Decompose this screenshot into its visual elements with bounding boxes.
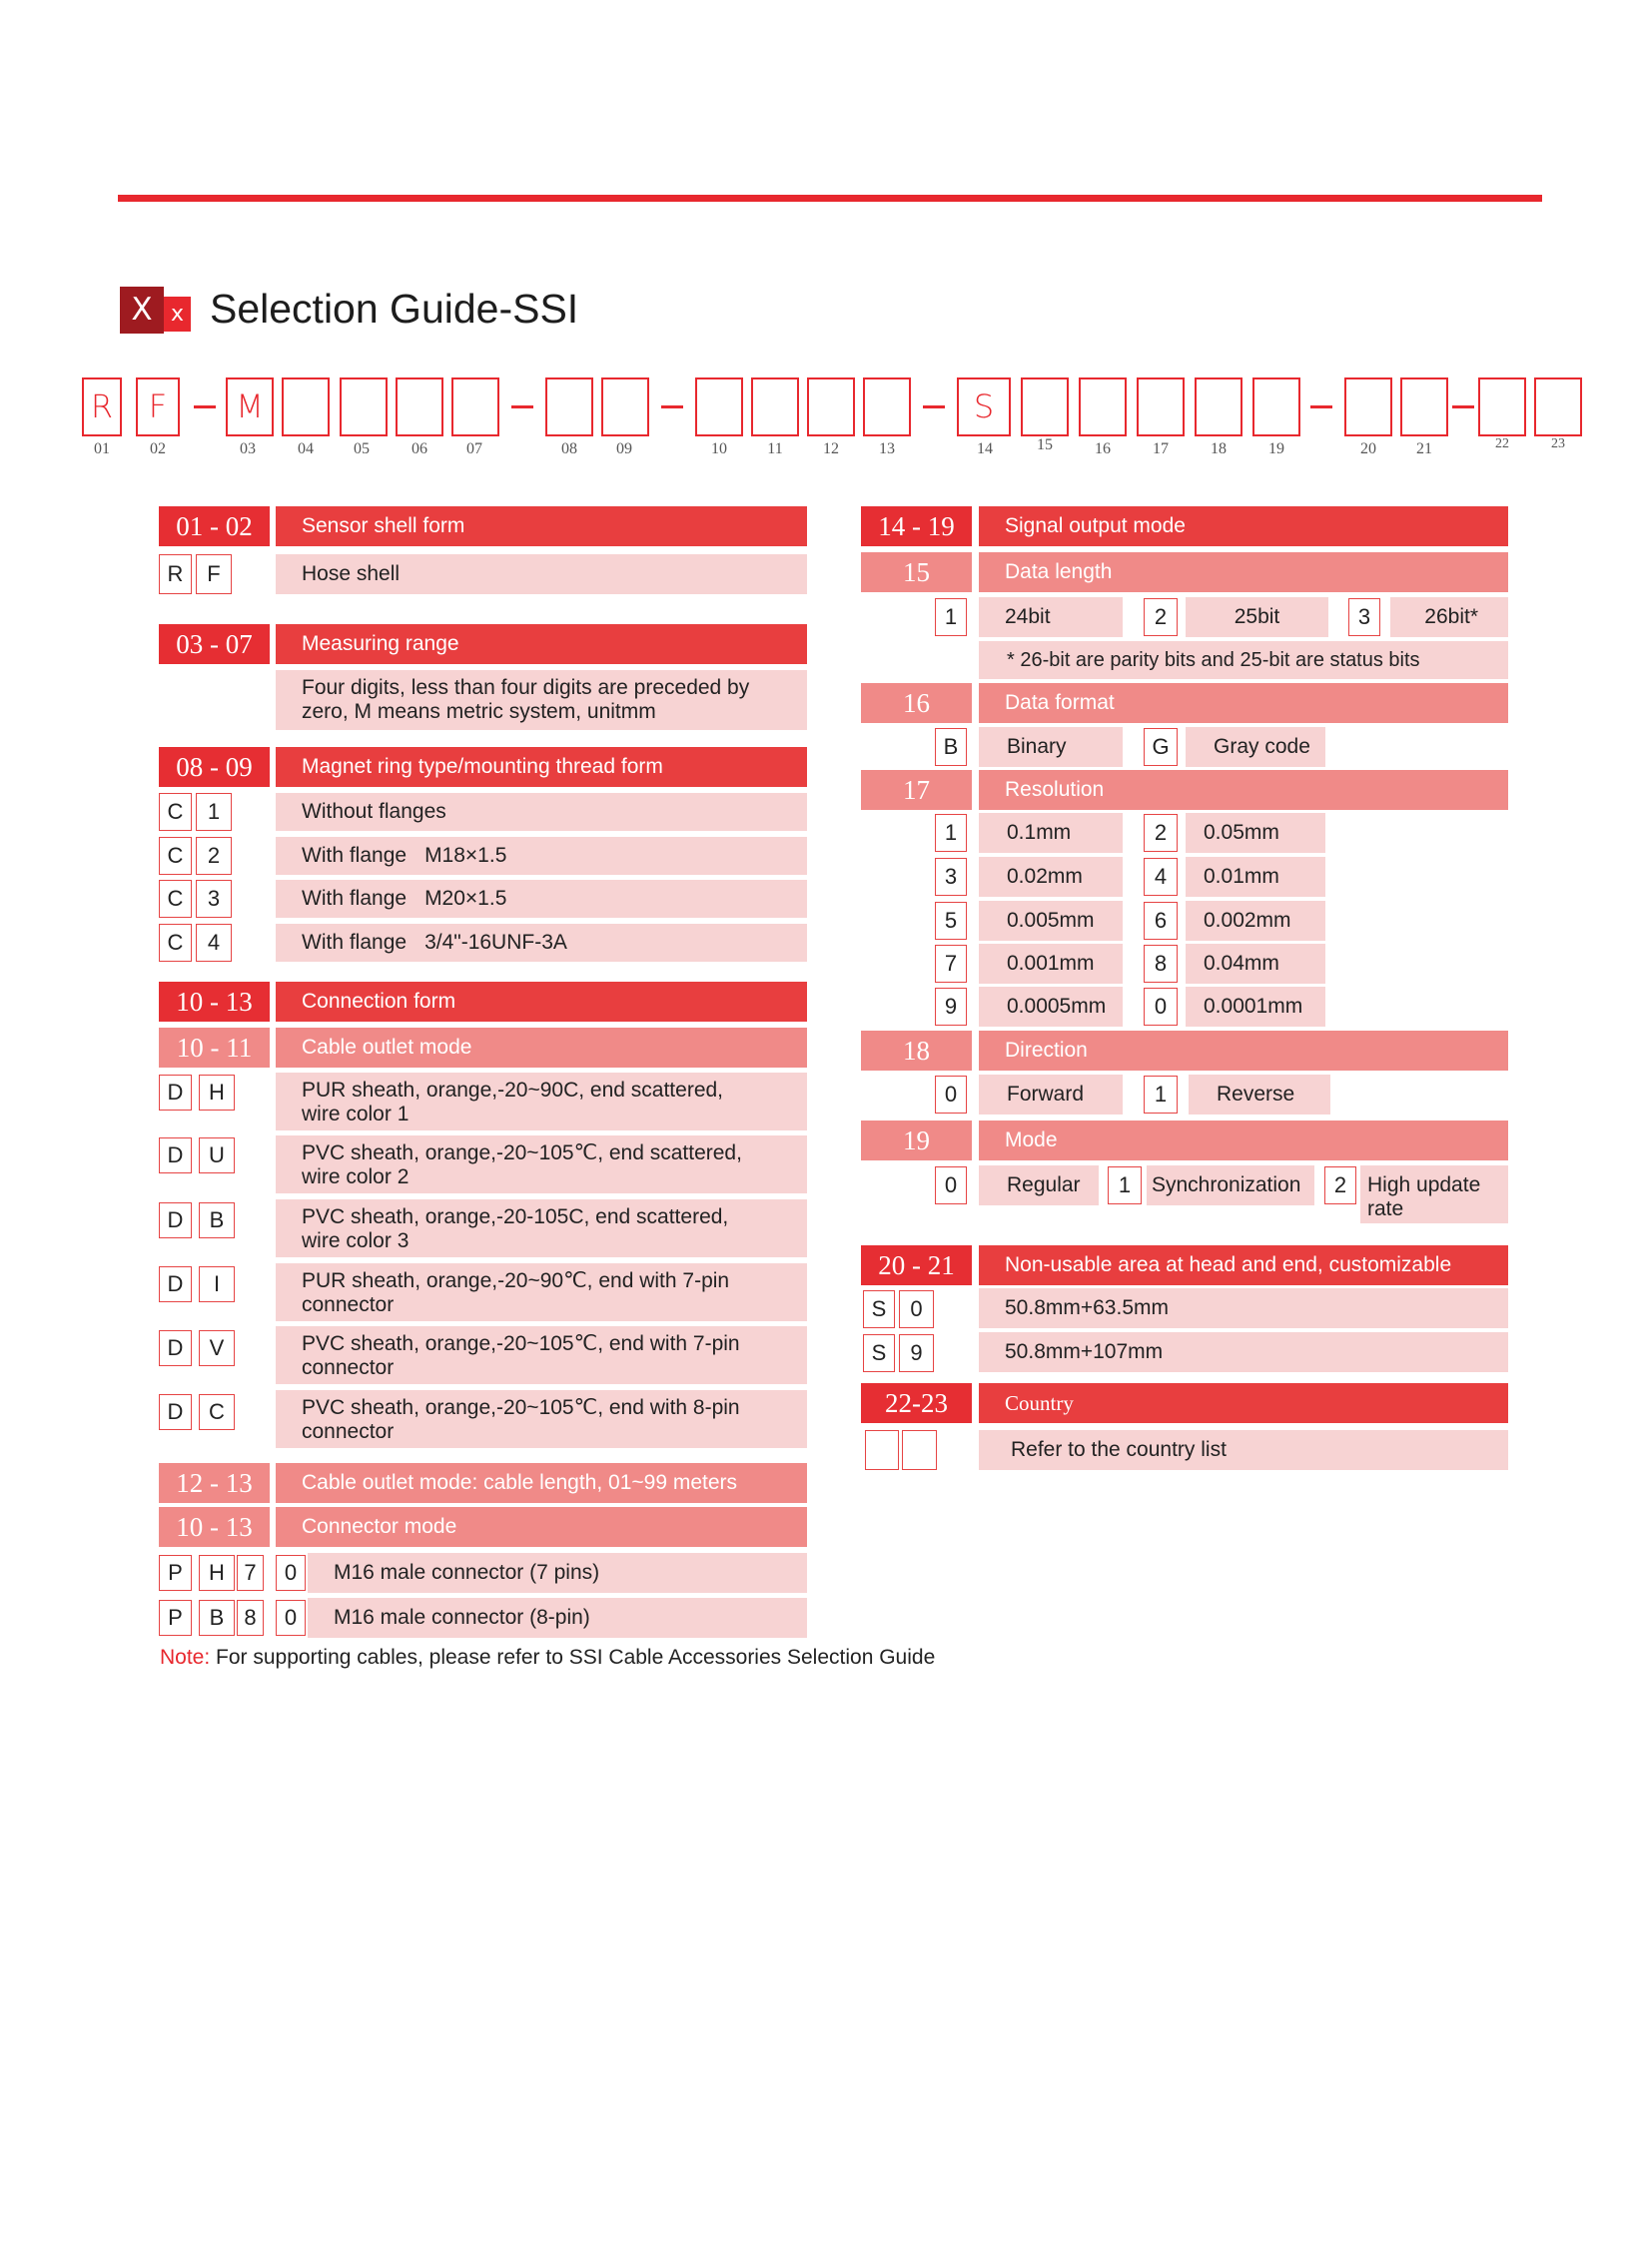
code-box: V	[199, 1330, 235, 1366]
code-box: 3	[935, 858, 967, 896]
subsection-header-direction: Direction	[979, 1031, 1508, 1071]
code-box-11	[751, 377, 799, 436]
code-box: 0	[935, 1076, 967, 1114]
section-header-connection: Connection form	[276, 982, 807, 1022]
code-number: 16	[1095, 440, 1111, 457]
code-box: 5	[935, 902, 967, 940]
code-box: D	[159, 1394, 192, 1430]
option-row	[276, 1326, 807, 1384]
code-box: F	[196, 554, 232, 594]
option-line: wire color 2	[302, 1165, 410, 1188]
option-row	[276, 880, 807, 918]
code-box: B	[199, 1600, 235, 1636]
code-box-23	[1534, 377, 1582, 436]
option-line: PVC sheath, orange,-20~105℃, end with 8-pin	[302, 1396, 740, 1419]
code-box-13	[863, 377, 911, 436]
code-box-16	[1079, 377, 1127, 436]
code-box-15	[1021, 377, 1069, 436]
option-cell: 0.04mm	[1186, 944, 1325, 984]
section-header-shell: Sensor shell form	[276, 506, 807, 546]
code-box-22	[1478, 377, 1526, 436]
code-number: 20	[1360, 440, 1376, 457]
option-row	[276, 1135, 807, 1193]
code-box: 1	[1144, 1076, 1178, 1114]
code-box: H	[199, 1555, 235, 1591]
code-box: 0	[276, 1600, 306, 1636]
section-header-magnet: Magnet ring type/mounting thread form	[276, 747, 807, 787]
section-number: 08 - 09	[159, 747, 270, 787]
code-number: 09	[616, 440, 632, 457]
code-box: C	[159, 880, 192, 918]
code-box-02: F	[136, 377, 180, 436]
code-box: 2	[196, 837, 232, 875]
option-label: Without flanges	[302, 800, 446, 823]
option-cell: 0.002mm	[1186, 901, 1325, 941]
section-number: 10 - 13	[159, 982, 270, 1022]
code-dash	[511, 405, 533, 408]
top-divider	[118, 195, 1542, 202]
option-row: Refer to the country list	[979, 1430, 1508, 1470]
code-box: 8	[1144, 945, 1178, 983]
code-box: 9	[899, 1334, 934, 1372]
code-number: 11	[767, 440, 783, 457]
option-line: PUR sheath, orange,-20~90C, end scattered,	[302, 1079, 724, 1102]
code-box: D	[159, 1137, 192, 1173]
option-cell: Reverse	[1189, 1075, 1330, 1115]
code-box: 1	[196, 793, 232, 831]
code-number: 06	[412, 440, 427, 457]
code-box: R	[159, 554, 192, 594]
code-number: 03	[240, 440, 256, 457]
code-number: 15	[1037, 436, 1053, 453]
subsection-header-connector: Connector mode	[276, 1507, 807, 1547]
code-box-03: M	[226, 377, 274, 436]
option-row	[276, 1073, 807, 1130]
page-title: Selection Guide-SSI	[210, 286, 579, 332]
code-box: S	[863, 1290, 895, 1328]
code-box-04	[282, 377, 330, 436]
code-box: 1	[935, 598, 967, 636]
code-box: 3	[1348, 598, 1380, 636]
option-cell: 24bit	[979, 597, 1123, 637]
code-number: 13	[879, 440, 895, 457]
code-box-01: R	[82, 377, 122, 436]
option-row: M16 male connector (7 pins)	[308, 1553, 807, 1593]
option-row: 50.8mm+63.5mm	[979, 1288, 1508, 1328]
code-box: D	[159, 1330, 192, 1366]
desc-line: Four digits, less than four digits are preceded by	[302, 676, 750, 699]
code-box: 0	[899, 1290, 934, 1328]
subsection-header-mode: Mode	[979, 1121, 1508, 1160]
code-box-14: S	[957, 377, 1011, 436]
code-number: 04	[298, 440, 314, 457]
code-number: 21	[1416, 440, 1432, 457]
section-number: 14 - 19	[861, 506, 972, 546]
code-number: 17	[1153, 440, 1169, 457]
option-spec: M20×1.5	[424, 887, 507, 910]
option-line: rate	[1367, 1197, 1404, 1220]
option-line: wire color 1	[302, 1103, 410, 1125]
code-box-19	[1252, 377, 1300, 436]
code-box-12	[807, 377, 855, 436]
section-logo-big: X	[120, 287, 164, 334]
option-cell: 0.01mm	[1186, 857, 1325, 897]
subsection-header-cable-outlet: Cable outlet mode	[276, 1028, 807, 1068]
code-box: 2	[1324, 1166, 1356, 1204]
section-number: 22-23	[861, 1383, 972, 1423]
code-box: C	[199, 1394, 235, 1430]
option-cell: 0.0005mm	[979, 987, 1123, 1027]
option-cell: Binary	[979, 727, 1123, 767]
code-dash	[1452, 405, 1474, 408]
code-dash	[923, 405, 945, 408]
code-box: 0	[935, 1166, 967, 1204]
code-number: 01	[94, 440, 110, 457]
code-dash	[1310, 405, 1332, 408]
code-box: C	[159, 837, 192, 875]
code-box: D	[159, 1202, 192, 1238]
code-box: C	[159, 924, 192, 962]
code-box: H	[199, 1075, 235, 1111]
code-box: 4	[1144, 858, 1178, 896]
note-label: Note:	[160, 1646, 211, 1669]
code-box	[902, 1430, 937, 1470]
option-row	[276, 1390, 807, 1448]
section-number: 03 - 07	[159, 624, 270, 664]
section-header-range: Measuring range	[276, 624, 807, 664]
option-cell: Forward	[979, 1075, 1123, 1115]
option-line: connector	[302, 1420, 395, 1443]
code-box: I	[199, 1266, 235, 1302]
option-label: With flange	[302, 887, 408, 910]
code-box: G	[1144, 728, 1178, 766]
code-box-05	[340, 377, 388, 436]
subsection-number: 10 - 13	[159, 1507, 270, 1547]
section-header-nonusable: Non-usable area at head and end, customizable	[979, 1245, 1508, 1285]
code-number: 14	[977, 440, 993, 457]
option-cell	[1360, 1165, 1508, 1223]
code-box: S	[863, 1334, 895, 1372]
code-box: 8	[237, 1600, 264, 1636]
option-row	[276, 837, 807, 875]
code-number: 07	[466, 440, 482, 457]
code-box-17	[1137, 377, 1185, 436]
code-box: B	[935, 728, 967, 766]
option-line: PVC sheath, orange,-20~105℃, end with 7-pin	[302, 1332, 740, 1355]
code-box-06	[396, 377, 443, 436]
subsection-number: 18	[861, 1031, 972, 1071]
option-cell: 0.02mm	[979, 857, 1123, 897]
code-box-18	[1195, 377, 1242, 436]
code-box-21	[1400, 377, 1448, 436]
section-header-signal: Signal output mode	[979, 506, 1508, 546]
code-box: 0	[1144, 988, 1178, 1026]
option-cell: 0.05mm	[1186, 813, 1325, 853]
code-number: 05	[354, 440, 370, 457]
code-box-07	[451, 377, 499, 436]
option-spec: M18×1.5	[424, 844, 507, 867]
option-row: Hose shell	[276, 554, 807, 594]
option-row	[276, 1263, 807, 1321]
option-cell: Synchronization	[1147, 1165, 1314, 1205]
code-box: 6	[1144, 902, 1178, 940]
option-label: With flange	[302, 844, 408, 867]
code-number: 08	[561, 440, 577, 457]
option-cell: 26bit*	[1390, 597, 1508, 637]
subsection-header-data-length: Data length	[979, 552, 1508, 592]
option-cell: 0.0001mm	[1186, 987, 1325, 1027]
code-box: U	[199, 1137, 235, 1173]
option-row	[276, 793, 807, 831]
code-number: 23	[1551, 436, 1565, 451]
section-number: 20 - 21	[861, 1245, 972, 1285]
subsection-header-cable-length: Cable outlet mode: cable length, 01~99 meters	[276, 1463, 807, 1503]
code-box-08	[545, 377, 593, 436]
subsection-header-data-format: Data format	[979, 683, 1508, 723]
code-number: 22	[1495, 436, 1509, 451]
code-box: D	[159, 1266, 192, 1302]
code-number: 02	[150, 440, 166, 457]
code-box-20	[1344, 377, 1392, 436]
note	[160, 1646, 935, 1670]
subsection-number: 10 - 11	[159, 1028, 270, 1068]
subsection-number: 16	[861, 683, 972, 723]
option-row: M16 male connector (8-pin)	[308, 1598, 807, 1638]
code-box: 2	[1144, 814, 1178, 852]
subsection-number: 12 - 13	[159, 1463, 270, 1503]
range-description	[276, 670, 807, 730]
code-box: 1	[1108, 1166, 1142, 1204]
option-row: 50.8mm+107mm	[979, 1332, 1508, 1372]
option-line: PUR sheath, orange,-20~90℃, end with 7-pin	[302, 1269, 730, 1292]
code-box: D	[159, 1075, 192, 1111]
code-box: 3	[196, 880, 232, 918]
option-line: PVC sheath, orange,-20-105C, end scattered,	[302, 1205, 729, 1228]
code-box: 1	[935, 814, 967, 852]
code-box: P	[159, 1600, 192, 1636]
code-box: 2	[1144, 598, 1178, 636]
option-cell: 0.005mm	[979, 901, 1123, 941]
option-line: PVC sheath, orange,-20~105℃, end scattered,	[302, 1141, 742, 1164]
code-box: P	[159, 1555, 192, 1591]
code-box: 7	[237, 1555, 264, 1591]
section-header-country: Country	[979, 1383, 1508, 1423]
option-line: wire color 3	[302, 1229, 410, 1252]
option-line: High update	[1367, 1173, 1481, 1196]
section-number: 01 - 02	[159, 506, 270, 546]
section-logo-small: x	[164, 297, 191, 332]
option-row	[276, 924, 807, 962]
code-number: 18	[1211, 440, 1227, 457]
option-spec: 3/4"-16UNF-3A	[424, 931, 567, 954]
code-number: 10	[711, 440, 727, 457]
code-box-09	[601, 377, 649, 436]
subsection-number: 15	[861, 552, 972, 592]
code-box: 4	[196, 924, 232, 962]
option-cell: 0.1mm	[979, 813, 1123, 853]
option-line: connector	[302, 1356, 395, 1379]
code-box: 9	[935, 988, 967, 1026]
note-text: For supporting cables, please refer to SSI Cable Accessories Selection Guide	[210, 1646, 936, 1669]
code-dash	[661, 405, 683, 408]
option-cell: Gray code	[1186, 727, 1325, 767]
option-cell: Regular	[979, 1165, 1099, 1205]
code-box: B	[199, 1202, 235, 1238]
option-line: connector	[302, 1293, 395, 1316]
subsection-header-resolution: Resolution	[979, 770, 1508, 810]
code-box: 0	[276, 1555, 306, 1591]
option-row	[276, 1199, 807, 1257]
option-cell: 25bit	[1186, 597, 1328, 637]
subsection-number: 19	[861, 1121, 972, 1160]
footnote: * 26-bit are parity bits and 25-bit are status bits	[979, 641, 1508, 679]
desc-line: zero, M means metric system, unitmm	[302, 700, 656, 723]
option-label: With flange	[302, 931, 408, 954]
subsection-number: 17	[861, 770, 972, 810]
code-box: 7	[935, 945, 967, 983]
code-dash	[194, 405, 216, 408]
option-cell: 0.001mm	[979, 944, 1123, 984]
code-number: 12	[823, 440, 839, 457]
code-box: C	[159, 793, 192, 831]
code-box	[865, 1430, 899, 1470]
code-box-10	[695, 377, 743, 436]
code-number: 19	[1268, 440, 1284, 457]
